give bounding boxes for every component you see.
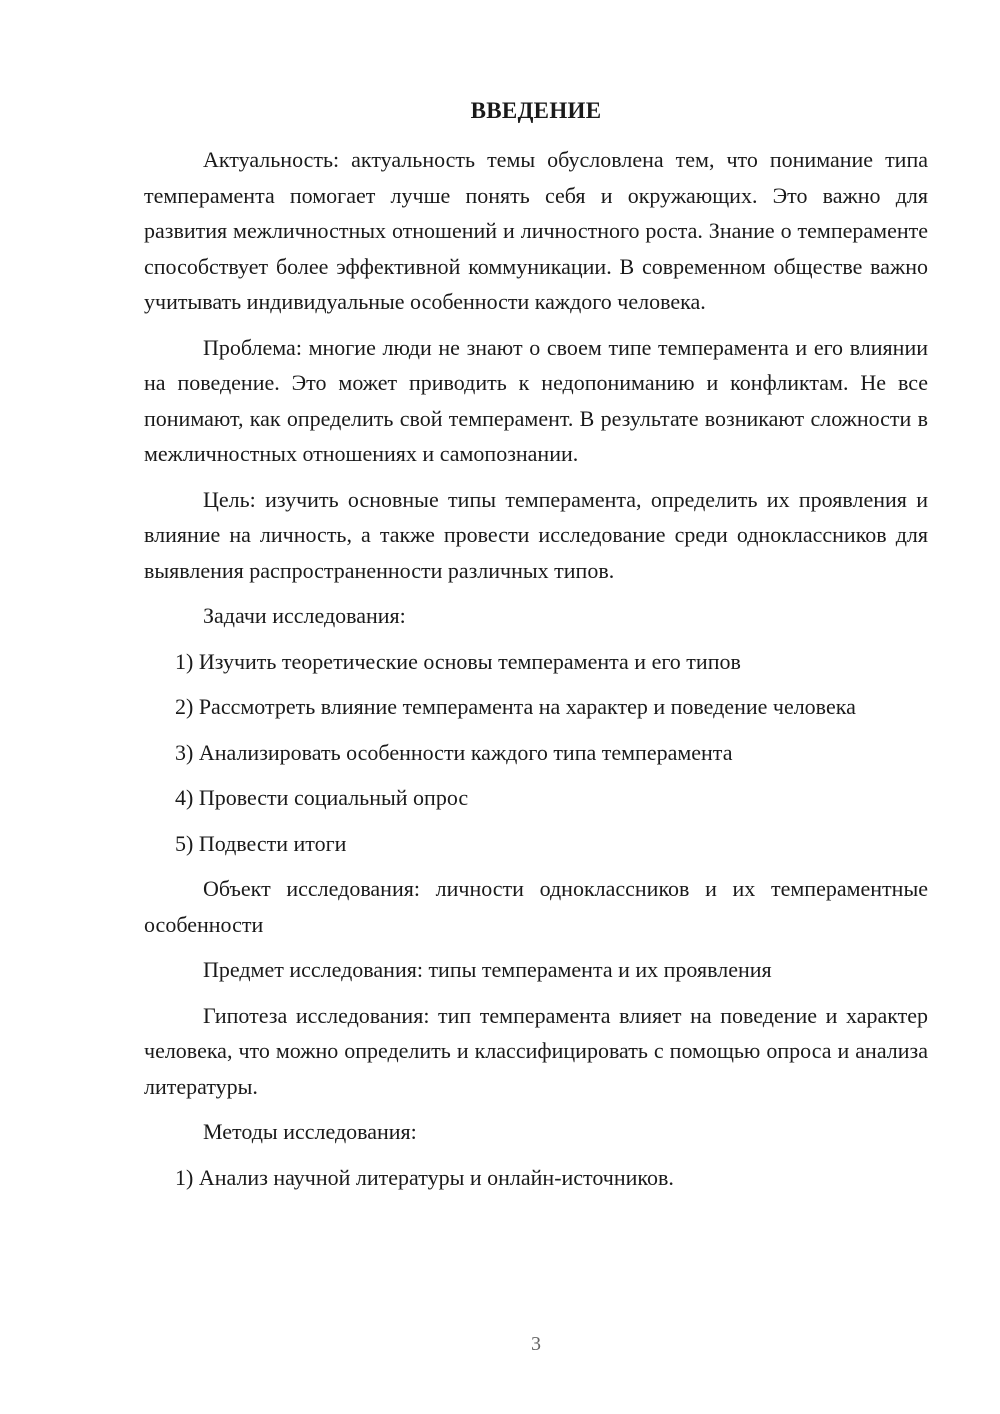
hypothesis-paragraph: Гипотеза исследования: тип темперамента влияет на поведение и характер человека, что можно определить и классифицировать с помощью опроса и анализа литературы.: [144, 1002, 928, 1099]
goal-paragraph: Цель: изучить основные типы темперамента, определить их проявления и влияние на личность, а также провести исследование среди одноклассников для выявления распространенности различных типов.: [144, 486, 928, 583]
task-item-2: 2) Рассмотреть влияние темперамента на характер и поведение человека: [175, 694, 856, 719]
problem-paragraph: Проблема: многие люди не знают о своем типе темперамента и его влиянии на поведение. Это может приводить к недопониманию и конфликтам. Не все понимают, как определить свой темперамент. В результате возникают сложности в межличностных отношениях и самопознании.: [144, 334, 928, 466]
task-item-4: 4) Провести социальный опрос: [175, 785, 469, 810]
document-body: [144, 142, 928, 1195]
method-item-1: 1) Анализ научной литературы и онлайн-источников.: [175, 1164, 674, 1190]
tasks-heading: Задачи исследования:: [203, 603, 406, 628]
subject-paragraph: Предмет исследования: типы темперамента и их проявления: [203, 957, 772, 982]
task-item-1: 1) Изучить теоретические основы темперамента и его типов: [175, 648, 741, 674]
relevance-paragraph: Актуальность: актуальность темы обусловлена тем, что понимание типа темперамента помогает лучше понять себя и окружающих. Это важно для развития межличностных отношений и личностного роста. Знание о темпераменте способствует более эффективной коммуникации. В современном обществе важно учитывать индивидуальные особенности каждого человека.: [144, 147, 928, 314]
object-paragraph: Объект исследования: личности одноклассников и их темпераментные особенности: [144, 876, 928, 937]
task-item-3: 3) Анализировать особенности каждого типа темперамента: [175, 739, 733, 765]
methods-heading: Методы исследования:: [203, 1119, 417, 1144]
section-heading: ВВЕДЕНИЕ: [470, 98, 602, 123]
page-number: 3: [531, 1333, 541, 1355]
task-item-5: 5) Подвести итоги: [175, 830, 347, 856]
